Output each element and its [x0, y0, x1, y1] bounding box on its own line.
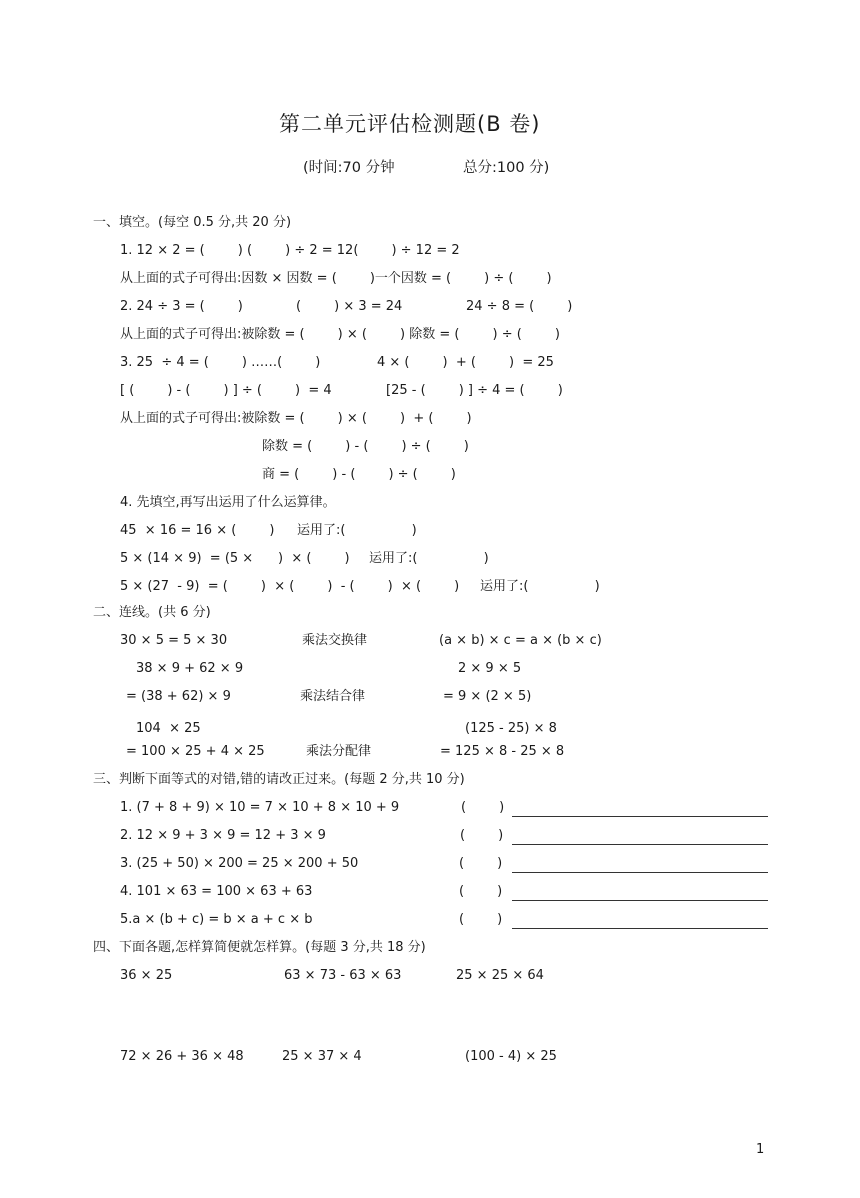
section-4-heading: 四、下面各题,怎样算简便就怎样算。(每题 3 分,共 18 分) — [93, 940, 426, 955]
law-answer: 运用了:( ) — [480, 579, 600, 594]
judge-item: 3. (25 + 50) × 200 = 25 × 200 + 50 — [120, 856, 359, 871]
fill-line: 4. 先填空,再写出运用了什么运算律。 — [120, 495, 336, 510]
fill-line: 3. 25 ÷ 4 = ( ) ……( ) — [120, 355, 321, 370]
section-3-heading: 三、判断下面等式的对错,错的请改正过来。(每题 2 分,共 10 分) — [93, 772, 465, 787]
fill-line: 45 × 16 = 16 × ( ) — [120, 523, 275, 538]
match-formula: 2 × 9 × 5 — [458, 661, 522, 676]
calc-problem: 25 × 25 × 64 — [456, 968, 544, 983]
calc-problem: 36 × 25 — [120, 968, 173, 983]
fill-line: 从上面的式子可得出:被除数 = ( ) × ( ) 除数 = ( ) ÷ ( ) — [120, 327, 560, 342]
match-expression: = 100 × 25 + 4 × 25 — [126, 744, 265, 759]
fill-line: 从上面的式子可得出:因数 × 因数 = ( )一个因数 = ( ) ÷ ( ) — [120, 271, 552, 286]
calc-problem: 63 × 73 - 63 × 63 — [284, 968, 402, 983]
match-expression: 30 × 5 = 5 × 30 — [120, 633, 228, 648]
correction-line[interactable] — [512, 928, 768, 929]
law-answer: 运用了:( ) — [369, 551, 489, 566]
fill-line: ( ) × 3 = 24 — [296, 299, 403, 314]
calc-problem: 72 × 26 + 36 × 48 — [120, 1049, 244, 1064]
judge-paren: ( ) — [459, 884, 503, 899]
page-number: 1 — [756, 1142, 765, 1157]
fill-line: 4 × ( ) + ( ) = 25 — [377, 355, 554, 370]
match-formula: = 125 × 8 - 25 × 8 — [440, 744, 565, 759]
fill-line: [ ( ) - ( ) ] ÷ ( ) = 4 — [120, 383, 332, 398]
match-law: 乘法分配律 — [306, 744, 372, 759]
judge-paren: ( ) — [461, 800, 505, 815]
fill-line: 5 × (14 × 9) = (5 × ) × ( ) — [120, 551, 350, 566]
section-1-heading: 一、填空。(每空 0.5 分,共 20 分) — [93, 215, 292, 230]
page-title: 第二单元评估检测题(B 卷) — [279, 112, 541, 136]
fill-line: 1. 12 × 2 = ( ) ( ) ÷ 2 = 12( ) ÷ 12 = 2 — [120, 243, 460, 258]
law-answer: 运用了:( ) — [297, 523, 417, 538]
fill-line: 24 ÷ 8 = ( ) — [466, 299, 573, 314]
calc-problem: 25 × 37 × 4 — [282, 1049, 362, 1064]
correction-line[interactable] — [512, 900, 768, 901]
judge-paren: ( ) — [459, 912, 503, 927]
fill-line: 2. 24 ÷ 3 = ( ) — [120, 299, 243, 314]
match-expression: = (38 + 62) × 9 — [126, 689, 231, 704]
judge-paren: ( ) — [460, 828, 504, 843]
calc-problem: (100 - 4) × 25 — [465, 1049, 557, 1064]
judge-item: 2. 12 × 9 + 3 × 9 = 12 + 3 × 9 — [120, 828, 326, 843]
judge-item: 5.a × (b + c) = b × a + c × b — [120, 912, 313, 927]
fill-line: 除数 = ( ) - ( ) ÷ ( ) — [262, 439, 469, 454]
match-expression: 38 × 9 + 62 × 9 — [136, 661, 244, 676]
correction-line[interactable] — [512, 816, 768, 817]
total-score: 总分:100 分) — [463, 160, 550, 176]
match-formula: (a × b) × c = a × (b × c) — [439, 633, 602, 648]
fill-line: 商 = ( ) - ( ) ÷ ( ) — [262, 467, 456, 482]
judge-item: 4. 101 × 63 = 100 × 63 + 63 — [120, 884, 313, 899]
time-limit: (时间:70 分钟 — [303, 160, 395, 176]
fill-line: 从上面的式子可得出:被除数 = ( ) × ( ) + ( ) — [120, 411, 472, 426]
judge-paren: ( ) — [459, 856, 503, 871]
fill-line: 5 × (27 - 9) = ( ) × ( ) - ( ) × ( ) — [120, 579, 460, 594]
match-law: 乘法结合律 — [300, 689, 366, 704]
judge-item: 1. (7 + 8 + 9) × 10 = 7 × 10 + 8 × 10 + 9 — [120, 800, 400, 815]
fill-line: [25 - ( ) ] ÷ 4 = ( ) — [386, 383, 563, 398]
match-formula: (125 - 25) × 8 — [465, 721, 557, 736]
correction-line[interactable] — [512, 844, 768, 845]
correction-line[interactable] — [512, 872, 768, 873]
section-2-heading: 二、连线。(共 6 分) — [93, 605, 211, 620]
match-law: 乘法交换律 — [302, 633, 368, 648]
match-formula: = 9 × (2 × 5) — [443, 689, 532, 704]
match-expression: 104 × 25 — [136, 721, 201, 736]
